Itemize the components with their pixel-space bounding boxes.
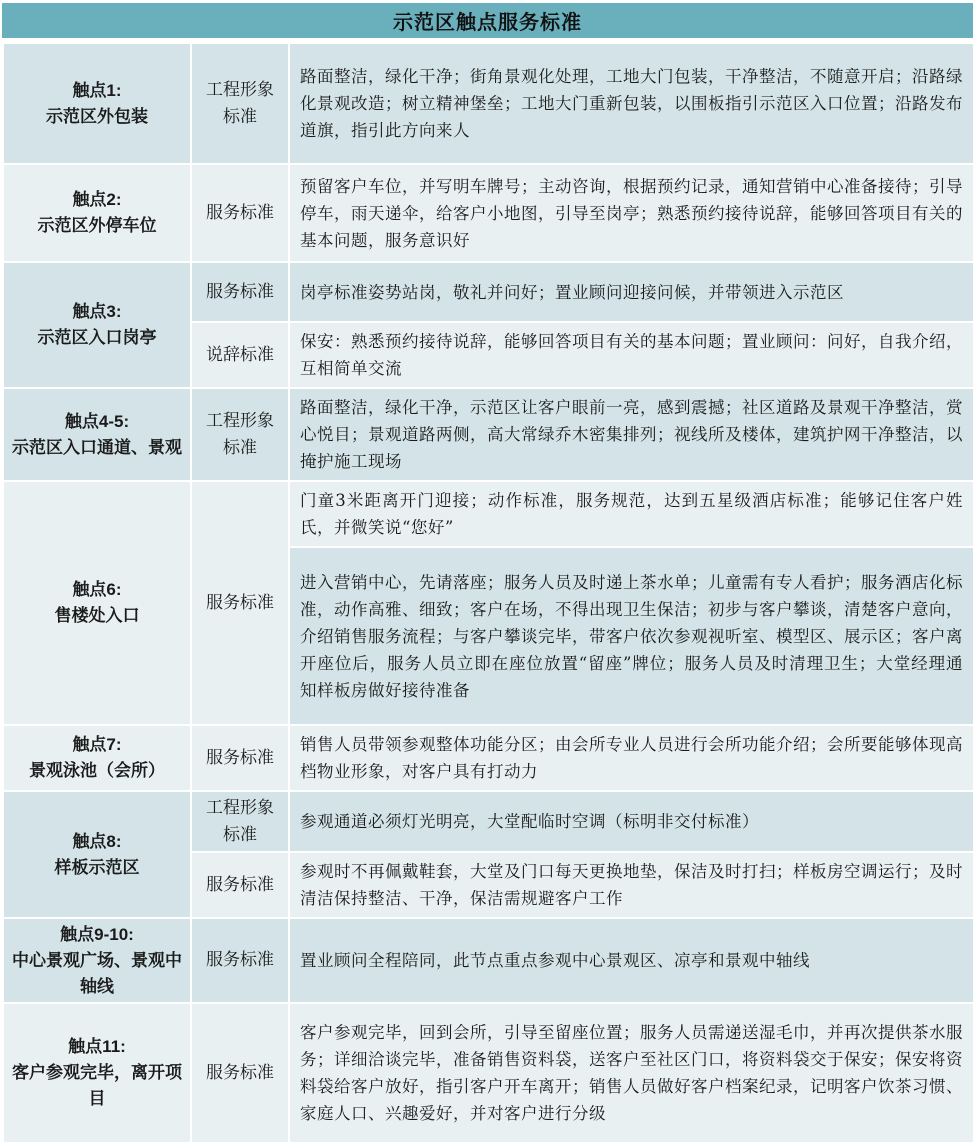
category-cell: 工程形象标准 [191,388,289,481]
category-cell: 服务标准 [191,852,289,918]
touchpoint-name: 示范区外停车位 [37,216,157,236]
description-cell: 置业顾问全程陪同，此节点重点参观中心景观区、凉亭和景观中轴线 [289,918,974,1003]
page-title: 示范区触点服务标准 [2,3,973,42]
touchpoint-standards-document [2,3,973,1144]
touchpoint-cell [3,481,191,725]
description-cell: 门童3米距离开门迎接；动作标准，服务规范，达到五星级酒店标准；能够记住客户姓氏，并微笑说“您好” [289,481,974,547]
table-row [3,43,974,164]
description-cell: 岗亭标准姿势站岗，敬礼并问好；置业顾问迎接问候，并带领进入示范区 [289,262,974,322]
touchpoint-table [2,42,975,1144]
description-cell: 预留客户车位，并写明车牌号；主动咨询，根据预约记录，通知营销中心准备接待；引导停车，雨天递伞，给客户小地图，引导至岗亭；熟悉预约接待说辞，能够回答项目有关的基本问题，服务意识好 [289,164,974,262]
touchpoint-number: 触点3: [72,302,122,321]
touchpoint-number: 触点2: [72,190,122,209]
category-cell: 服务标准 [191,725,289,791]
category-cell: 服务标准 [191,918,289,1003]
touchpoint-number: 触点11: [68,1037,126,1056]
touchpoint-cell [3,43,191,164]
table-row [3,1003,974,1143]
touchpoint-number: 触点1: [72,80,122,100]
description-cell: 路面整洁，绿化干净；街角景观化处理，工地大门包装，干净整洁，不随意开启；沿路绿化景观改造；树立精神堡垒；工地大门重新包装，以围板指引示范区入口位置；沿路发布道旗，指引此方向来人 [289,43,974,164]
touchpoint-number: 触点6: [72,580,122,599]
table-row [3,791,974,852]
touchpoint-cell [3,262,191,388]
description-cell: 保安：熟悉预约接待说辞，能够回答项目有关的基本问题；置业顾问：问好，自我介绍，互相简单交流 [289,322,974,388]
touchpoint-name: 售楼处入口 [54,606,140,626]
touchpoint-name: 示范区外包装 [46,106,148,127]
touchpoint-cell [3,791,191,918]
description-cell: 进入营销中心，先请落座；服务人员及时递上茶水单；儿童需有专人看护；服务酒店化标准，动作高雅、细致；客户在场，不得出现卫生保洁；初步与客户攀谈，清楚客户意向，介绍销售服务流程；与客户攀谈完毕，带客户依次参观视听室、模型区、展示区；客户离开座位后，服务人员立即在座位放置“留座”牌位；服务人员及时清理卫生；大堂经理通知样板房做好接待准备 [289,547,974,725]
table-row [3,918,974,1003]
touchpoint-number: 触点8: [72,831,122,851]
table-row [3,481,974,547]
description-cell: 销售人员带领参观整体功能分区；由会所专业人员进行会所功能介绍；会所要能够体现高档物业形象，对客户具有打动力 [289,725,974,791]
description-cell: 客户参观完毕，回到会所，引导至留座位置；服务人员需递送湿毛巾，并再次提供茶水服务；详细洽谈完毕，准备销售资料袋，送客户至社区门口，将资料袋交于保安；保安将资料袋给客户放好，指引客户开车离开；销售人员做好客户档案纪录，记明客户饮茶习惯、家庭人口、兴趣爱好，并对客户进行分级 [289,1003,974,1143]
touchpoint-name: 中心景观广场、景观中轴线 [12,950,182,997]
touchpoint-name: 示范区入口通道、景观 [12,437,182,458]
touchpoint-cell [3,388,191,481]
description-cell: 参观时不再佩戴鞋套，大堂及门口每天更换地垫，保洁及时打扫；样板房空调运行；及时清洁保持整洁、干净，保洁需规避客户工作 [289,852,974,918]
touchpoint-name: 示范区入口岗亭 [37,328,157,348]
touchpoint-number: 触点4-5: [64,411,130,431]
touchpoint-number: 触点9-10: [60,924,134,944]
category-cell: 服务标准 [191,1003,289,1143]
touchpoint-cell [3,164,191,262]
category-cell: 工程形象标准 [191,43,289,164]
table-row [3,164,974,262]
category-cell: 工程形象标准 [191,791,289,852]
touchpoint-name: 样板示范区 [54,857,140,878]
category-cell: 服务标准 [191,164,289,262]
touchpoint-cell [3,725,191,791]
touchpoint-cell [3,918,191,1003]
description-cell: 路面整洁，绿化干净，示范区让客户眼前一亮，感到震撼；社区道路及景观干净整洁，赏心悦目；景观道路两侧，高大常绿乔木密集排列；视线所及楼体，建筑护网干净整洁，以掩护施工现场 [289,388,974,481]
description-cell: 参观通道必须灯光明亮，大堂配临时空调（标明非交付标准） [289,791,974,852]
touchpoint-name: 客户参观完毕，离开项目 [12,1063,182,1109]
touchpoint-name: 景观泳池（会所） [29,761,165,781]
category-cell: 说辞标准 [191,322,289,388]
table-row [3,388,974,481]
category-cell: 服务标准 [191,262,289,322]
category-cell: 服务标准 [191,481,289,725]
touchpoint-number: 触点7: [72,735,122,754]
table-row [3,725,974,791]
touchpoint-cell [3,1003,191,1143]
table-row [3,262,974,322]
